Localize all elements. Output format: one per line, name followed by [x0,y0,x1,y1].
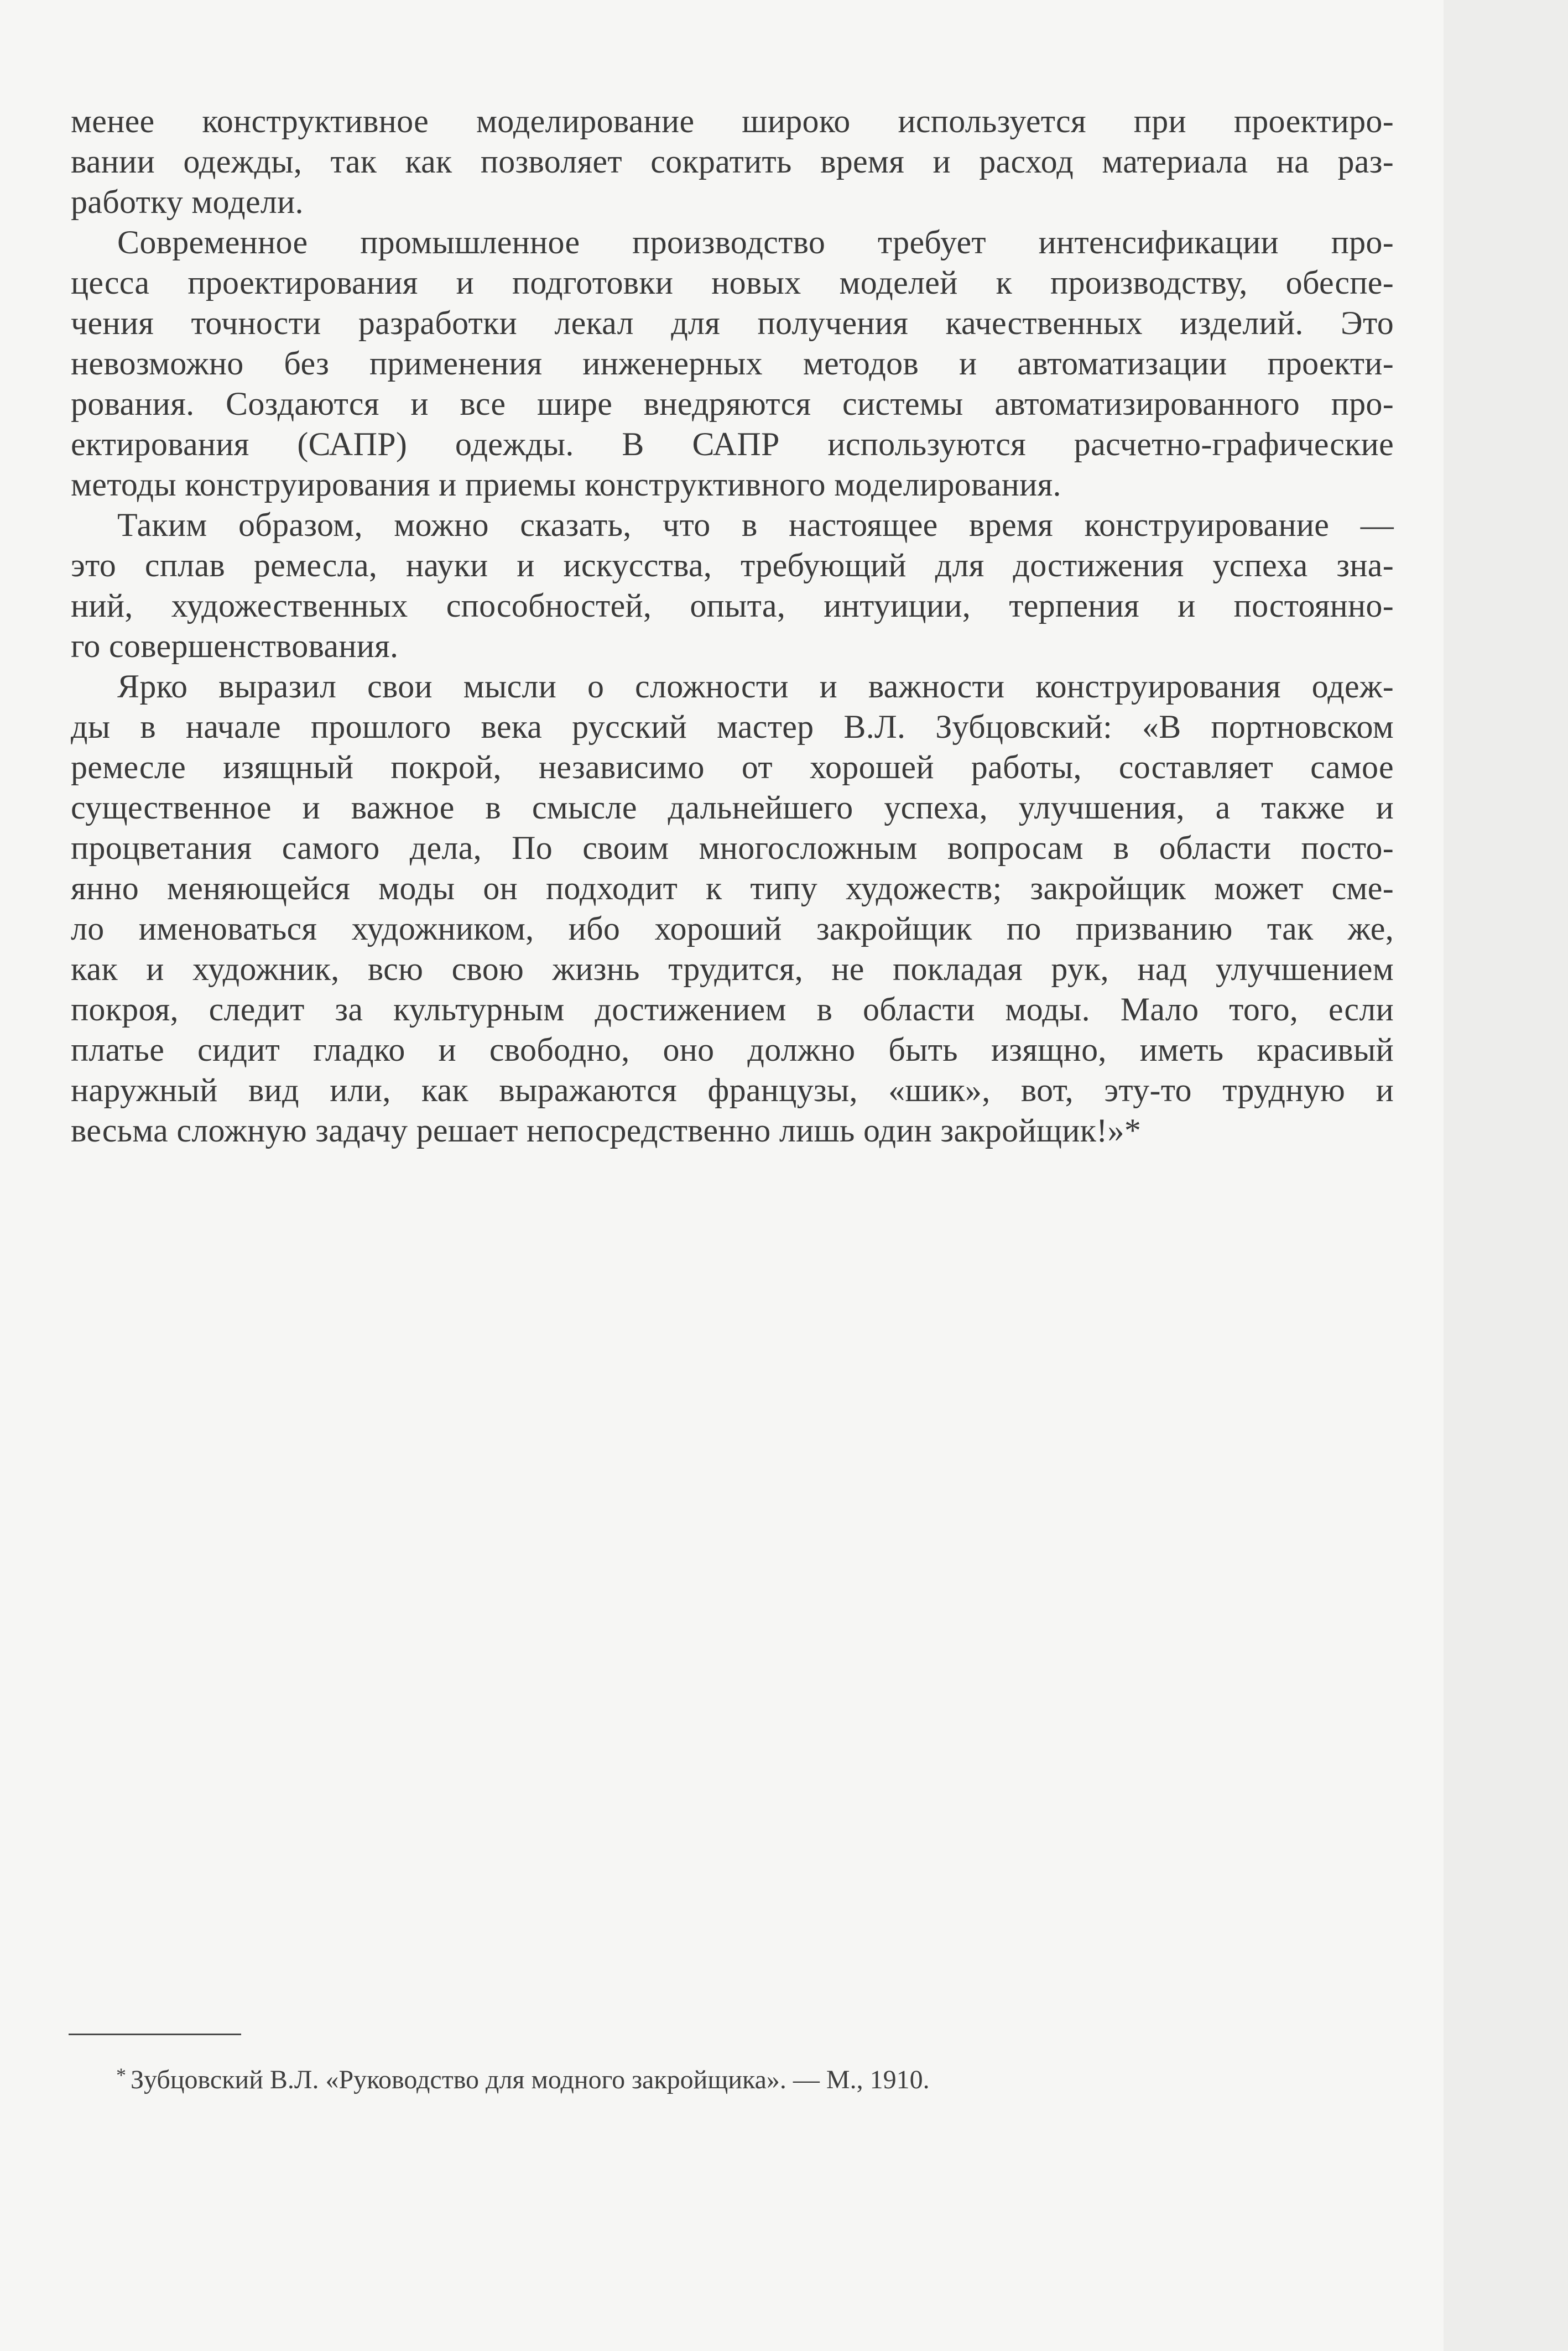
text-line: менее конструктивное моделирование широко используется при проектиро- [71,103,1394,139]
text-line: платье сидит гладко и свободно, оно должно быть изящно, иметь красивый [71,1031,1394,1068]
footnote-divider [69,2034,241,2035]
text-line: ды в начале прошлого века русский мастер В.Л. Зубцовский: «В портновском [71,708,1394,745]
text-line: цесса проектирования и подготовки новых моделей к производству, обеспе- [71,264,1394,301]
text-line: процветания самого дела, По своим многосложным вопросам в области посто- [71,830,1394,866]
text-line: весьма сложную задачу решает непосредственно лишь один закройщик!»* [71,1112,1142,1149]
text-line: это сплав ремесла, науки и искусства, требующий для достижения успеха зна- [71,547,1394,583]
text-line: работку модели. [71,184,304,220]
text-line: го совершенствования. [71,628,399,664]
footnote-mark: * [116,2064,126,2086]
footnote [116,2058,930,2097]
text-line: ектирования (САПР) одежды. В САПР используются расчетно-графические [71,426,1394,462]
text-line: вании одежды, так как позволяет сократить время и расход материала на раз- [71,143,1394,180]
body-text [71,101,1394,1151]
text-line: чения точности разработки лекал для получения качественных изделий. Это [71,305,1394,341]
text-line: Таким образом, можно сказать, что в настоящее время конструирование — [117,507,1394,543]
text-line: ний, художественных способностей, опыта, интуиции, терпения и постоянно- [71,587,1394,624]
text-line: невозможно без применения инженерных методов и автоматизации проекти- [71,345,1394,382]
text-line: Ярко выразил свои мысли о сложности и важности конструирования одеж- [117,668,1394,705]
text-line: существенное и важное в смысле дальнейшего успеха, улучшения, а также и [71,789,1394,826]
text-line: рования. Создаются и все шире внедряются системы автоматизированного про- [71,385,1394,422]
text-line: наружный вид или, как выражаются французы, «шик», вот, эту-то трудную и [71,1072,1394,1108]
text-line: янно меняющейся моды он подходит к типу художеств; закройщик может сме- [71,870,1394,906]
text-line: ло именоваться художником, ибо хороший закройщик по призванию так же, [71,910,1394,947]
text-line: Современное промышленное производство требует интенсификации про- [117,224,1394,260]
text-line: покроя, следит за культурным достижением в области моды. Мало того, если [71,991,1394,1028]
text-line: методы конструирования и приемы конструктивного моделирования. [71,466,1061,503]
footnote-text: Зубцовский В.Л. «Руководство для модного закройщика». — М., 1910. [131,2065,930,2094]
text-line: ремесле изящный покрой, независимо от хорошей работы, составляет самое [71,749,1394,785]
page-margin [1444,0,1568,2351]
text-line: как и художник, всю свою жизнь трудится, не покладая рук, над улучшением [71,951,1394,987]
